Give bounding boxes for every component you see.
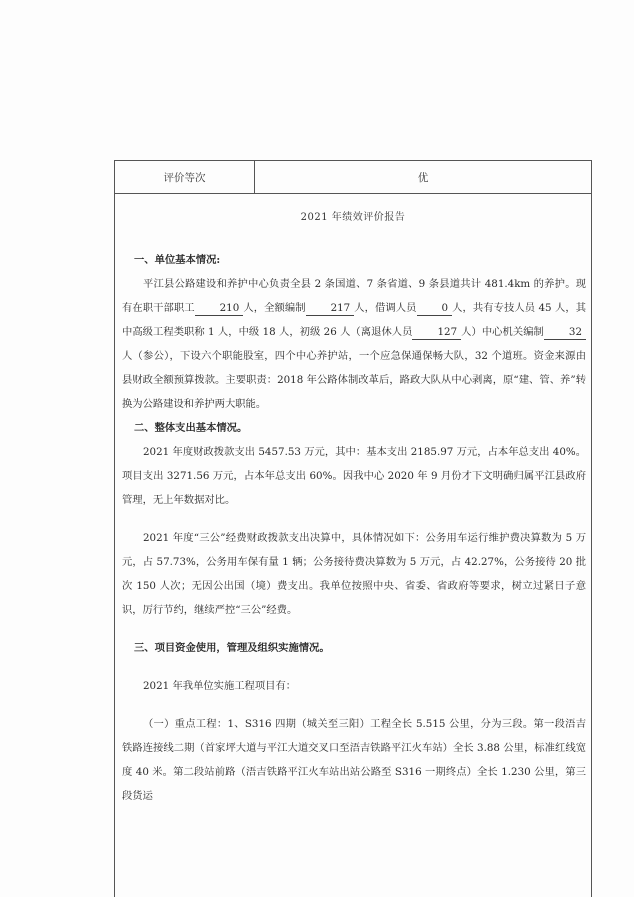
staff-total-value: 210 xyxy=(195,301,244,316)
retired-value: 127 xyxy=(412,325,461,340)
section1-heading: 一、单位基本情况: xyxy=(134,254,221,266)
seconded-value: 0 xyxy=(417,301,453,316)
section1-paragraph xyxy=(122,272,586,416)
section1-text-e: 人）中心机关编制 xyxy=(461,326,544,338)
section2-heading: 二、整体支出基本情况。 xyxy=(134,422,248,434)
section2-paragraph1: 2021 年度财政拨款支出 5457.53 万元，其中：基本支出 2185.97 万元，占本年总支出 40%。项目支出 3271.56 万元，占本年总支出 60%。因我中心 2020 年 9 月份才下文明确归属平江县政府管理，无上年数据对比。 xyxy=(122,446,586,506)
section1-text-c: 人，借调人员 xyxy=(354,302,417,314)
grade-label: 评价等次 xyxy=(115,161,255,193)
office-value: 32 xyxy=(544,325,586,340)
report-title: 2021 年绩效评价报告 xyxy=(300,212,406,223)
section1-text-f: 人（参公），下设六个职能股室，四个中心养护站，一个应急保通保畅大队，32 个道班。资金来源由县财政全额预算拨款。主要职责：2018 年公路体制改革后，路政大队从中心剥离，原“建、管、养”转换为公路建设和养护两大职能。 xyxy=(122,350,586,410)
section3-paragraph2: （一）重点工程：1、S316 四期（城关至三阳）工程全长 5.515 公里，分为三段。第一段浯吉铁路连接线二期（首家坪大道与平江大道交叉口至浯吉铁路平江火车站）全长 3.88 公里，标准红线宽度 40 米。第二段站前路（浯吉铁路平江火车站出站公路至 S316 一期终点）全长 1.230 公里，第三段货运 xyxy=(122,718,586,802)
section3-paragraph1: 2021 年我单位实施工程项目有： xyxy=(143,680,297,692)
grade-value: 优 xyxy=(417,171,429,184)
section1-text-d: 人，共有专技人员 45 人，其中高级工程类职称 1 人，中级 18 人，初级 26 人（离退休人员 xyxy=(122,302,587,338)
report-body xyxy=(114,248,592,808)
section1-text-a: 平江县公路建设和养护中心负责全县 2 条国道、7 条省道、9 条县道共计 481.4km 的养护。现有在职干部职工 xyxy=(122,278,586,314)
fulltime-value: 217 xyxy=(306,301,355,316)
section3-heading: 三、项目资金使用，管理及组织实施情况。 xyxy=(134,642,330,654)
section1-text-b: 人，全额编制 xyxy=(243,302,306,314)
grade-row xyxy=(115,160,591,194)
section2-paragraph2: 2021 年度“三公”经费财政拨款支出决算中，具体情况如下：公务用车运行维护费决算数为 5 万元，占 57.73%，公务用车保有量 1 辆；公务接待费决算数为 5 万元，占 42.27%，公务接待 20 批次 150 人次；无因公出国（境）费支出。我单位按照中央、省委、省政府等要求，树立过紧日子意识，厉行节约，继续严控“三公”经费。 xyxy=(122,532,586,616)
